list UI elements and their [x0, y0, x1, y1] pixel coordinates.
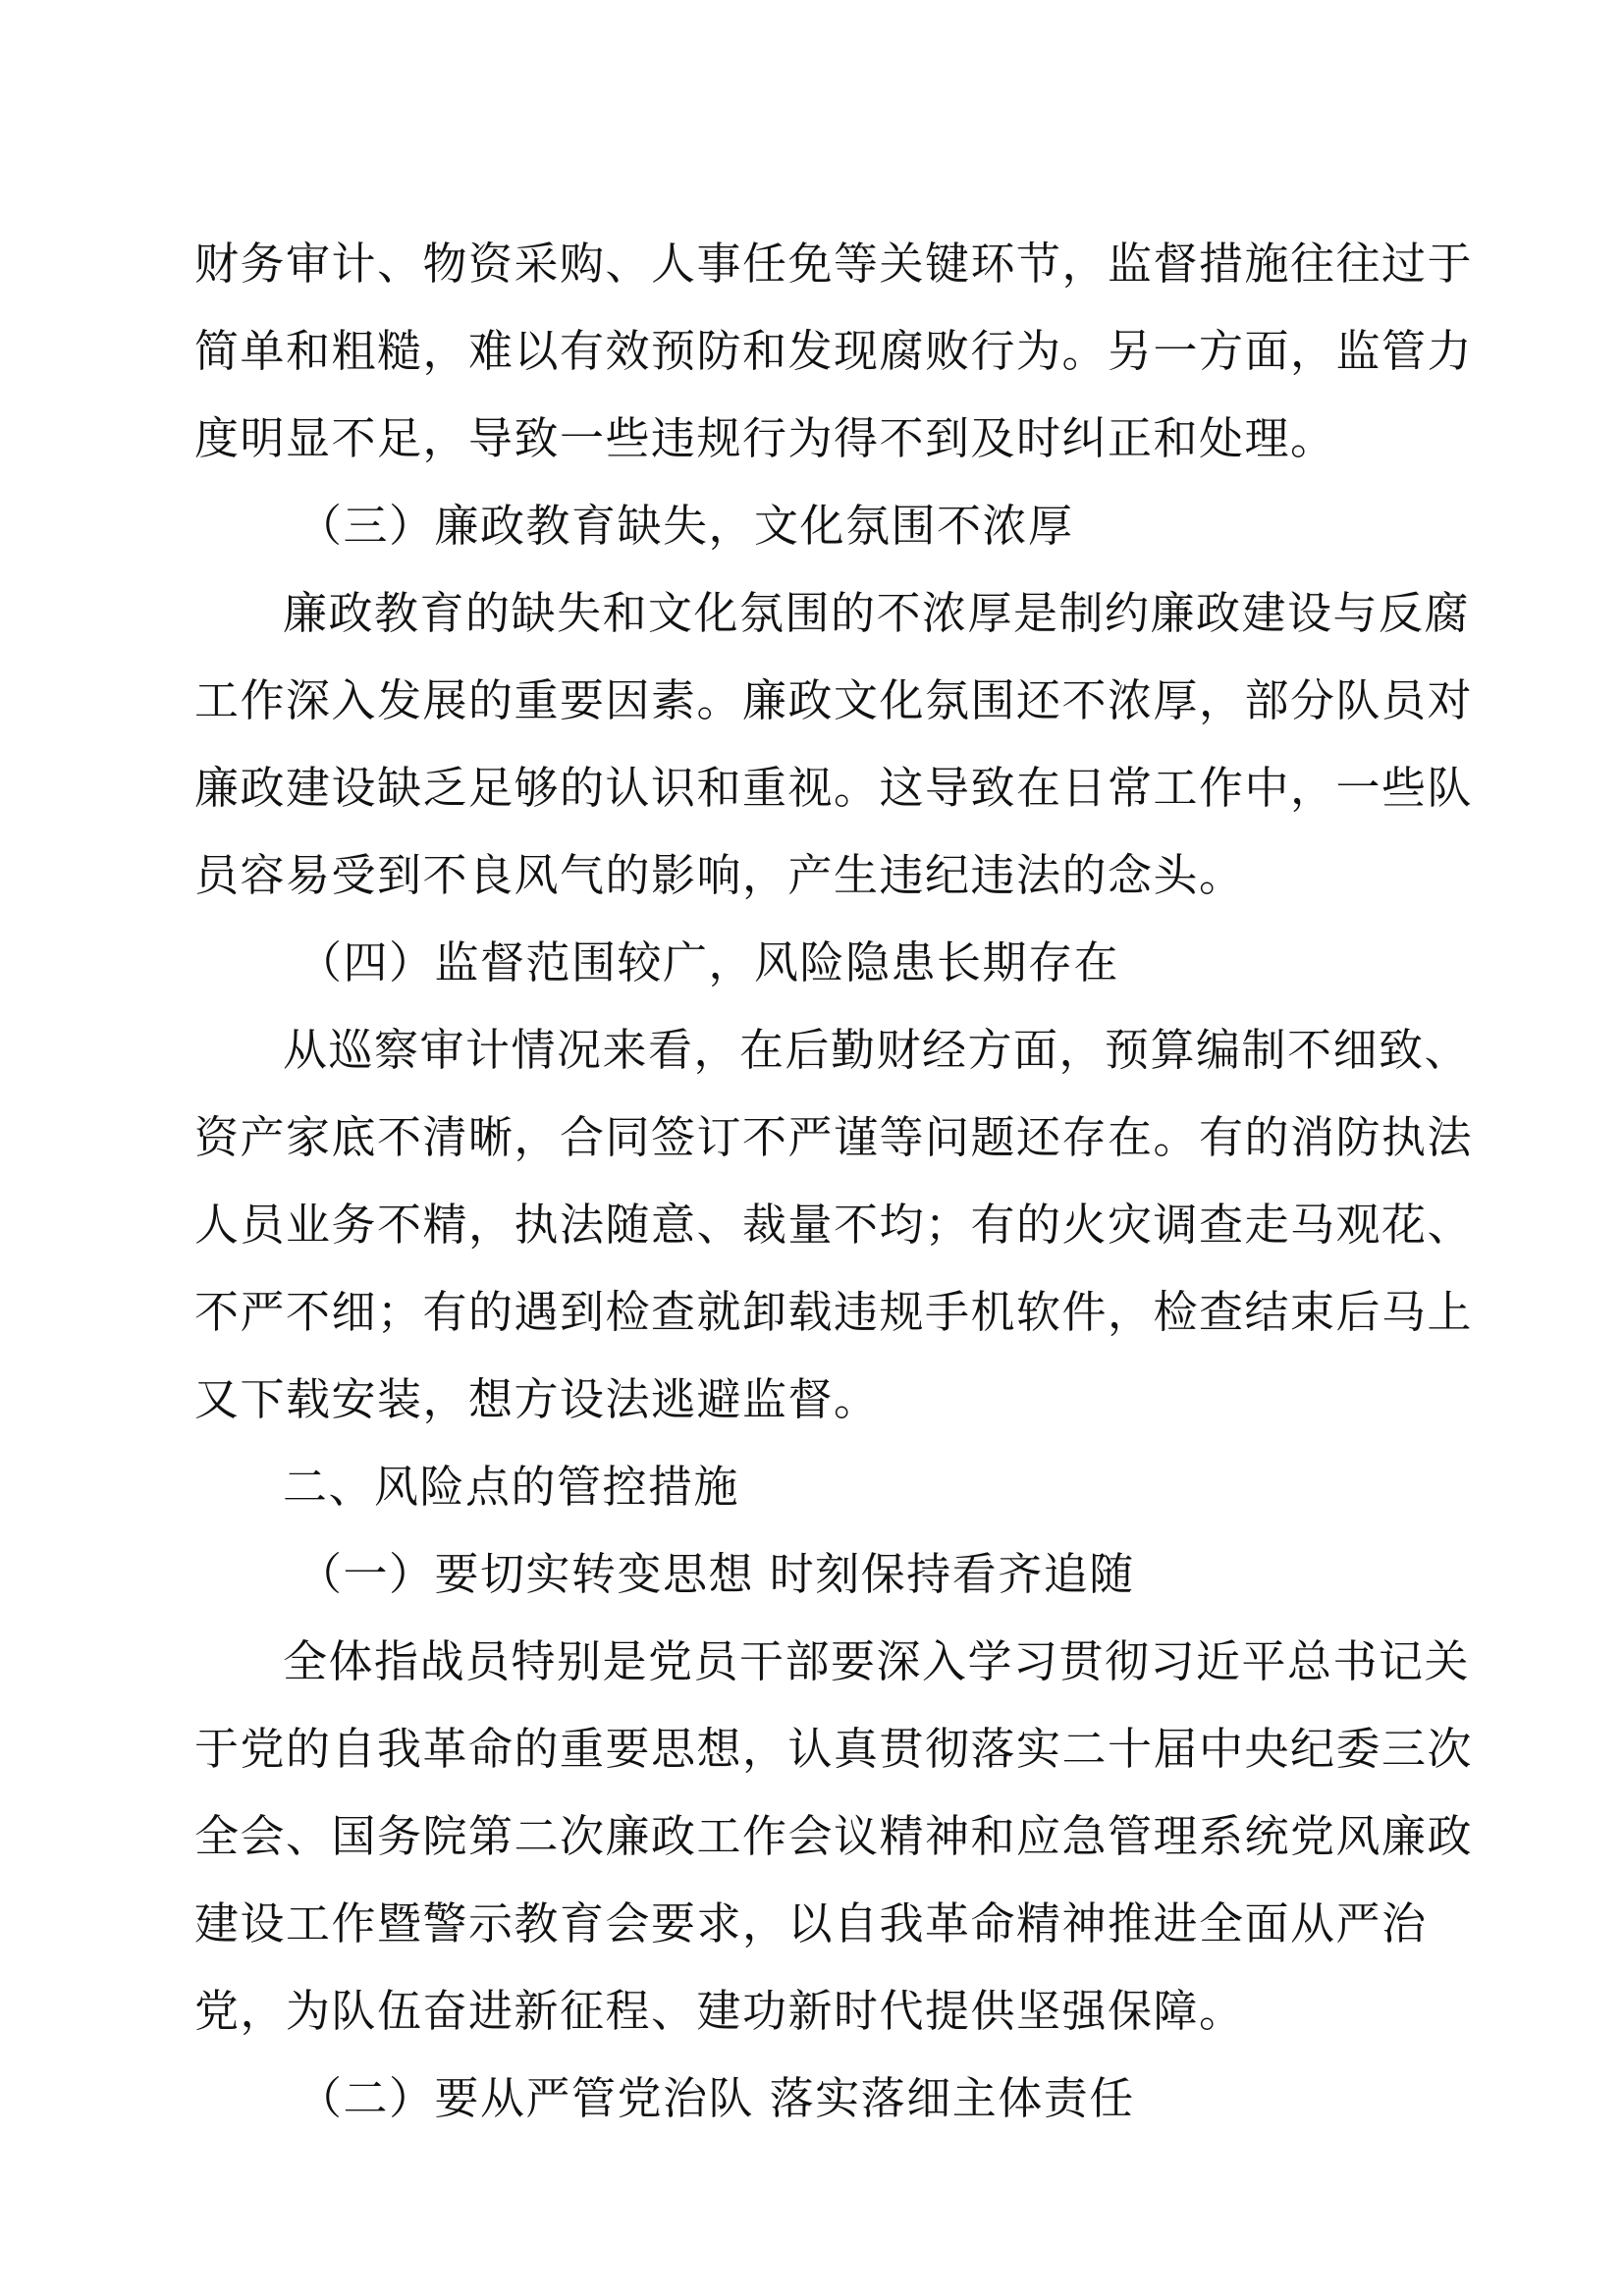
text-line: 财务审计、物资采购、人事任免等关键环节，监督措施往往过于: [194, 238, 1474, 290]
text-line: 工作深入发展的重要因素。廉政文化氛围还不浓厚，部分队员对: [194, 674, 1474, 726]
text-line: 资产家底不清晰，合同签订不严谨等问题还存在。有的消防执法: [194, 1111, 1474, 1163]
text-line: 党，为队伍奋进新征程、建功新时代提供坚强保障。: [194, 1985, 1245, 2037]
heading-text: 二、风险点的管控措施: [283, 1461, 740, 1513]
text-line: 不严不细；有的遇到检查就卸载违规手机软件，检查结束后马上: [194, 1286, 1474, 1338]
paragraph-continued: [194, 220, 1474, 482]
text-line: 简单和粗糙，难以有效预防和发现腐败行为。另一方面，监管力: [194, 325, 1474, 377]
subheading-text: （四）监督范围较广，风险隐患长期存在: [298, 936, 1120, 988]
subheading-4: [194, 919, 1432, 1006]
text-line: 廉政教育的缺失和文化氛围的不浓厚是制约廉政建设与反腐: [283, 587, 1471, 639]
paragraph: [194, 569, 1474, 919]
paragraph: [194, 1618, 1474, 2055]
subheading-text: （一）要切实转变思想 时刻保持看齐追随: [298, 1548, 1135, 1600]
text-line: 于党的自我革命的重要思想，认真贯彻落实二十届中央纪委三次: [194, 1723, 1474, 1775]
text-line: 廉政建设缺乏足够的认识和重视。这导致在日常工作中，一些队: [194, 762, 1474, 814]
text-line: 人员业务不精，执法随意、裁量不均；有的火灾调查走马观花、: [194, 1199, 1474, 1251]
subheading-text: （二）要从严管党治队 落实落细主体责任: [298, 2072, 1135, 2124]
text-line: 员容易受到不良风气的影响，产生违纪违法的念头。: [194, 849, 1245, 901]
section-heading: [194, 1443, 1432, 1530]
text-line: 度明显不足，导致一些违规行为得不到及时纠正和处理。: [194, 412, 1336, 464]
text-line: 全会、国务院第二次廉政工作会议精神和应急管理系统党风廉政: [194, 1810, 1474, 1862]
document-body: [194, 220, 1474, 2142]
subheading-3: [194, 482, 1432, 569]
text-line: 又下载安装，想方设法逃避监督。: [194, 1373, 880, 1425]
text-line: 全体指战员特别是党员干部要深入学习贯彻习近平总书记关: [283, 1635, 1471, 1687]
subheading-text: （三）廉政教育缺失，文化氛围不浓厚: [298, 500, 1074, 552]
subheading-1: [194, 1530, 1432, 1618]
text-line: 从巡察审计情况来看，在后勤财经方面，预算编制不细致、: [283, 1024, 1471, 1076]
text-line: 建设工作暨警示教育会要求，以自我革命精神推进全面从严治: [194, 1897, 1428, 1949]
subheading-2: [194, 2055, 1432, 2142]
paragraph: [194, 1006, 1474, 1443]
